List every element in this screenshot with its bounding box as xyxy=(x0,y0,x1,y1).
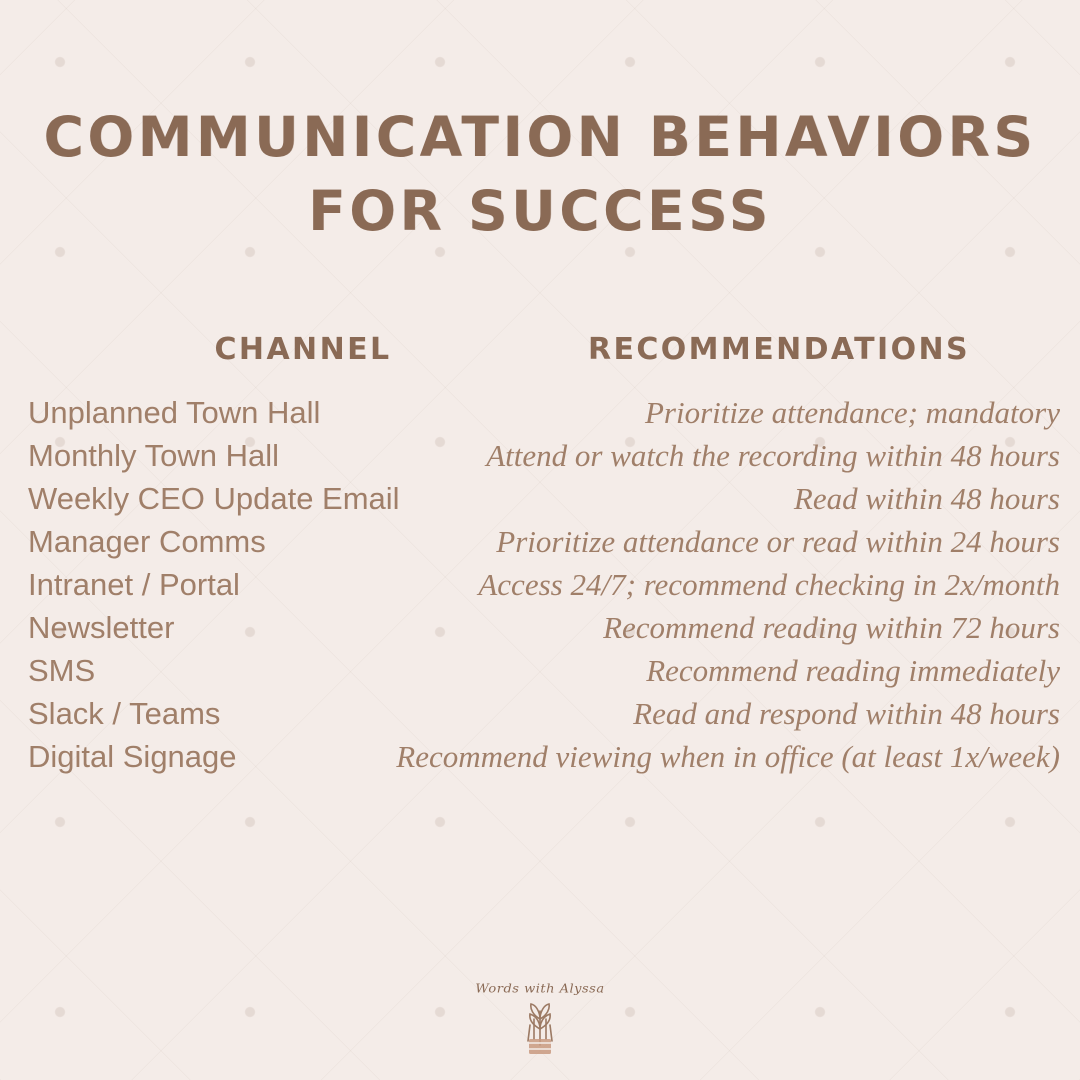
cell-recommendation: Access 24/7; recommend checking in 2x/month xyxy=(478,567,1060,602)
column-header-recommendations: RECOMMENDATIONS xyxy=(587,332,971,367)
cell-channel: Monthly Town Hall xyxy=(28,438,279,473)
table-row xyxy=(28,696,1060,739)
cell-recommendation: Prioritize attendance; mandatory xyxy=(645,395,1060,430)
cell-channel: SMS xyxy=(28,653,96,688)
page-title xyxy=(0,100,1080,248)
table-row xyxy=(28,481,1060,524)
cell-channel: Slack / Teams xyxy=(28,696,221,731)
cell-channel: Unplanned Town Hall xyxy=(28,395,321,430)
title-line-1: COMMUNICATION BEHAVIORS xyxy=(43,105,1037,169)
cell-channel: Intranet / Portal xyxy=(28,567,240,602)
cell-recommendation: Recommend reading within 72 hours xyxy=(603,610,1060,645)
cell-recommendation: Read and respond within 48 hours xyxy=(633,696,1060,731)
table-row xyxy=(28,739,1060,782)
table-row xyxy=(28,524,1060,567)
cell-recommendation: Attend or watch the recording within 48 hours xyxy=(486,438,1060,473)
table-row xyxy=(28,395,1060,438)
wheat-bundle-icon xyxy=(517,999,563,1062)
cell-recommendation: Read within 48 hours xyxy=(793,481,1060,516)
footer-logo xyxy=(0,982,1080,1062)
cell-recommendation: Prioritize attendance or read within 24 hours xyxy=(496,524,1060,559)
column-header-channel: CHANNEL xyxy=(214,332,392,367)
brand-wordmark: Words with Alyssa xyxy=(475,982,605,997)
cell-channel: Weekly CEO Update Email xyxy=(28,481,400,516)
behaviors-table xyxy=(28,332,1060,782)
cell-channel: Digital Signage xyxy=(28,739,237,774)
cell-recommendation: Recommend viewing when in office (at least 1x/week) xyxy=(396,739,1060,774)
cell-channel: Newsletter xyxy=(28,610,175,645)
table-row xyxy=(28,653,1060,696)
table-header-row xyxy=(28,332,1060,367)
table-row xyxy=(28,610,1060,653)
cell-recommendation: Recommend reading immediately xyxy=(646,653,1060,688)
cell-channel: Manager Comms xyxy=(28,524,266,559)
title-line-2: FOR SUCCESS xyxy=(308,179,772,243)
table-row xyxy=(28,438,1060,481)
table-row xyxy=(28,567,1060,610)
